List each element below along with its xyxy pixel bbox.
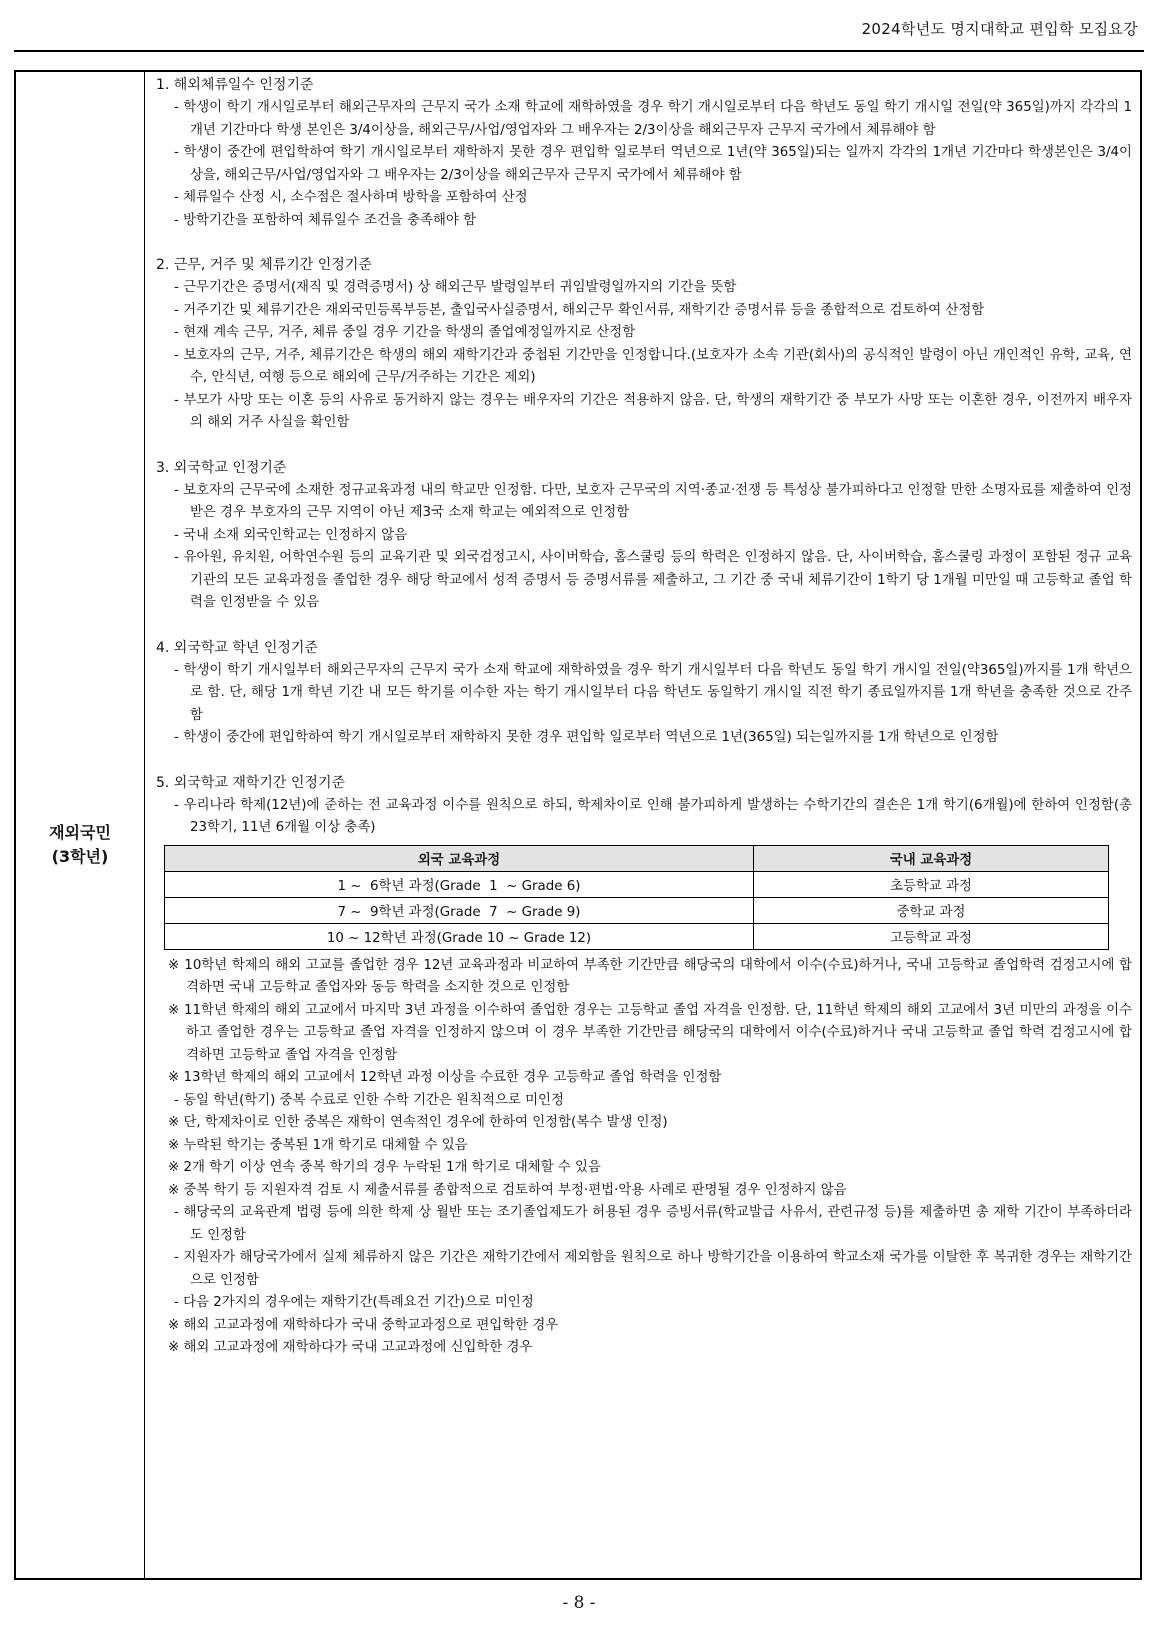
table-header: 외국 교육과정 [165, 845, 754, 871]
list-item: - 학생이 학기 개시일로부터 해외근무자의 근무지 국가 소재 학교에 재학하였을 경우 학기 개시일로부터 다음 학년도 동일 학기 개시일 전일(약 365일)까지 각각의 1개년 기간마다 학생 본인은 3/4이상을, 해외근무/사업/영업자와 그 배우자는 2/3이상을 해외근무자 근무지 국가에서 체류해야 함 [174, 100, 1132, 138]
page-header [14, 0, 1144, 52]
criteria-content [144, 72, 1140, 1578]
section-title: 5. 외국학교 재학기간 인정기준 [156, 774, 345, 791]
list-item: - 부모가 사망 또는 이혼 등의 사유로 동거하지 않는 경우는 배우자의 기간은 적용하지 않음. 단, 학생의 재학기간 중 부모가 사망 또는 이혼한 경우, 이전까지 배우자의 해외 거주 사실을 확인함 [174, 392, 1132, 430]
section-title: 4. 외국학교 학년 인정기준 [156, 639, 318, 656]
list-item: - 다음 2가지의 경우에는 재학기간(특례요건 기간)으로 미인정 [174, 1295, 534, 1310]
note-item: ※ 10학년 학제의 해외 고교를 졸업한 경우 12년 교육과정과 비교하여 부족한 기간만큼 해당국의 대학에서 이수(수료)하거나, 국내 고등학교 졸업학력 검정고시에 합격하면 국내 고등학교 졸업자와 동등 학력을 소지한 것으로 인정함 [168, 957, 1132, 995]
list-item: - 체류일수 산정 시, 소수점은 절사하며 방학을 포함하여 산정 [174, 190, 528, 205]
list-item: - 방학기간을 포함하여 체류일수 조건을 충족해야 함 [174, 212, 477, 228]
table-row [165, 871, 1109, 897]
section-title: 3. 외국학교 인정기준 [156, 459, 287, 476]
note-item: ※ 11학년 학제의 해외 고교에서 마지막 3년 과정을 이수하여 졸업한 경우는 고등학교 졸업 자격을 인정함. 단, 11학년 학제의 해외 고교에서 3년 미만의 과정을 이수하고 졸업한 경우는 고등학교 졸업 자격을 인정하지 않으며 이 경우 부족한 기간만큼 해당국의 대학에서 이수(수료)하거나 국내 고등학교 졸업 학력 검정고시에 합격하면 고등학교 졸업 자격을 인정함 [168, 1002, 1132, 1063]
page-number: - 8 - [562, 1593, 596, 1613]
list-item: - 학생이 중간에 편입학하여 학기 개시일로부터 재학하지 못한 경우 편입학 일로부터 역년으로 1년(약 365일)되는 일까지 각각의 1개년 기간마다 학생본인은 3/4이상을, 해외근무/사업/영업자와 그 배우자는 2/3이상을 해외근무자 근무지 국가에서 체류해야 함 [174, 145, 1132, 183]
list-item: - 거주기간 및 체류기간은 재외국민등록부등본, 출입국사실증명서, 해외근무 확인서류, 재학기간 증명서류 등을 종합적으로 검토하여 산정함 [174, 302, 985, 318]
table-row [165, 923, 1109, 949]
section-2 [156, 254, 1132, 435]
list-item: - 근무기간은 증명서(재직 및 경력증명서) 상 해외근무 발령일부터 귀임발령일까지의 기간을 뜻함 [174, 280, 737, 295]
table-cell: 7 ~ 9학년 과정(Grade 7 ~ Grade 9) [165, 897, 754, 923]
table-row [165, 897, 1109, 923]
section-4 [156, 637, 1132, 750]
section-3 [156, 457, 1132, 615]
curriculum-table [164, 845, 1109, 950]
row-label-cell [16, 72, 145, 1578]
note-item: ※ 해외 고교과정에 재학하다가 국내 중학교과정으로 편입학한 경우 [168, 1317, 559, 1333]
table-cell: 초등학교 과정 [754, 871, 1109, 897]
note-item: ※ 누락된 학기는 중복된 1개 학기로 대체할 수 있음 [168, 1137, 468, 1153]
note-item: ※ 13학년 학제의 해외 고교에서 12학년 과정 이상을 수료한 경우 고등학교 졸업 학력을 인정함 [168, 1070, 722, 1085]
row-label: 재외국민 (3학년) [49, 823, 111, 866]
list-item: - 현재 계속 근무, 거주, 체류 중일 경우 기간을 학생의 졸업예정일까지로 산정함 [174, 325, 636, 340]
table-header: 국내 교육과정 [754, 845, 1109, 871]
list-item: - 보호자의 근무국에 소재한 정규교육과정 내의 학교만 인정함. 다만, 보호자 근무국의 지역·종교·전쟁 등 특성상 불가피하다고 인정할 만한 소명자료를 제출하여 인정받은 경우 부호자의 근무 지역이 아닌 제3국 소재 학교는 예외적으로 인정함 [174, 482, 1132, 520]
list-item: - 학생이 중간에 편입학하여 학기 개시일로부터 재학하지 못한 경우 편입학 일로부터 역년으로 1년(365일) 되는일까지를 1개 학년으로 인정함 [174, 730, 999, 745]
note-item: ※ 중복 학기 등 지원자격 검토 시 제출서류를 종합적으로 검토하여 부정·편법·악용 사례로 판명될 경우 인정하지 않음 [168, 1182, 847, 1198]
note-item: ※ 해외 고교과정에 재학하다가 국내 고교과정에 신입학한 경우 [168, 1340, 533, 1355]
table-cell: 중학교 과정 [754, 897, 1109, 923]
section-title: 2. 근무, 거주 및 체류기간 인정기준 [156, 257, 372, 273]
table-cell: 1 ~ 6학년 과정(Grade 1 ~ Grade 6) [165, 871, 754, 897]
list-item: - 학생이 학기 개시일부터 해외근무자의 근무지 국가 소재 학교에 재학하였을 경우 학기 개시일부터 다음 학년도 동일 학기 개시일 전일(약365일)까지를 1개 학년으로 함. 단, 해당 1개 학년 기간 내 모든 학기를 이수한 자는 학기 개시일부터 다음 학년도 동일학기 개시일 직전 학기 종료일까지를 1개 학년을 충족한 것으로 간주함 [174, 662, 1132, 723]
list-item: - 유아원, 유치원, 어학연수원 등의 교육기관 및 외국검정고시, 사이버학습, 홈스쿨링 등의 학력은 인정하지 않음. 단, 사이버학습, 홈스쿨링 과정이 포함된 정규 교육기관의 모든 교육과정을 졸업한 경우 해당 학교에서 성적 증명서 등 증명서류를 제출하고, 그 기간 중 국내 체류기간이 1학기 당 1개월 미만일 때 고등학교 졸업 학력을 인정받을 수 있음 [174, 550, 1132, 610]
table-cell: 고등학교 과정 [754, 923, 1109, 949]
list-item: - 해당국의 교육관계 법령 등에 의한 학제 상 월반 또는 조기졸업제도가 허용된 경우 증빙서류(학교발급 사유서, 관련규정 등)를 제출하면 총 재학 기간이 부족하더라도 인정함 [174, 1205, 1132, 1243]
criteria-table [14, 70, 1142, 1580]
section-1 [156, 74, 1132, 232]
list-item: - 우리나라 학제(12년)에 준하는 전 교육과정 이수를 원칙으로 하되, 학제차이로 인해 불가피하게 발생하는 수학기간의 결손은 1개 학기(6개월)에 한하여 인정함(총 23학기, 11년 6개월 이상 충족) [174, 797, 1132, 835]
section-5 [156, 772, 1132, 1360]
table-cell: 10 ~ 12학년 과정(Grade 10 ~ Grade 12) [165, 923, 754, 949]
list-item: - 지원자가 해당국가에서 실제 체류하지 않은 기간은 재학기간에서 제외함을 원칙으로 하나 방학기간을 이용하여 학교소재 국가를 이탈한 후 복귀한 경우는 재학기간으로 인정함 [174, 1250, 1132, 1288]
note-item: ※ 단, 학제차이로 인한 중복은 재학이 연속적인 경우에 한하여 인정함(복수 발생 인정) [168, 1115, 668, 1130]
list-item: - 보호자의 근무, 거주, 체류기간은 학생의 해외 재학기간과 중첩된 기간만을 인정합니다.(보호자가 소속 기관(회사)의 공식적인 발령이 아닌 개인적인 유학, 교육, 연수, 안식년, 여행 등으로 해외에 근무/거주하는 기간은 제외) [174, 347, 1132, 385]
document-title: 2024학년도 명지대학교 편입학 모집요강 [861, 20, 1138, 38]
section-title: 1. 해외체류일수 인정기준 [156, 77, 314, 93]
list-item: - 동일 학년(학기) 중복 수료로 인한 수학 기간은 원칙적으로 미인정 [174, 1092, 564, 1108]
list-item: - 국내 소재 외국인학교는 인정하지 않음 [174, 527, 408, 543]
note-item: ※ 2개 학기 이상 연속 중복 학기의 경우 누락된 1개 학기로 대체할 수 있음 [168, 1160, 601, 1175]
